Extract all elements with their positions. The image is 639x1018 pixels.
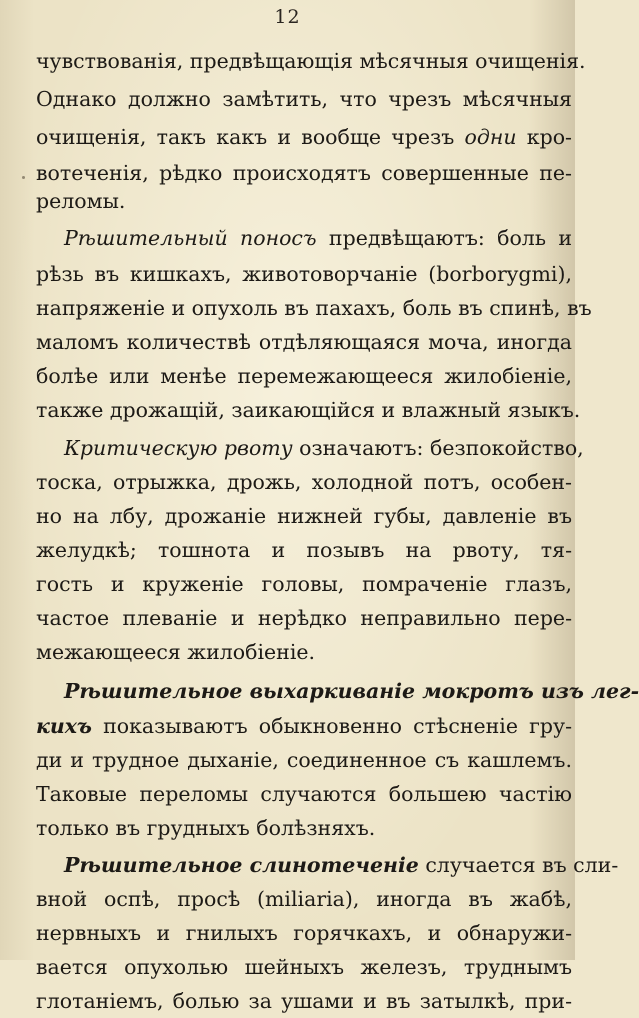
text-line — [36, 811, 572, 845]
text-run: предвѣщаютъ: боль и — [316, 226, 572, 250]
text-line — [36, 533, 572, 567]
text-run: гость и круженіе головы, помраченіе глазъ, — [36, 572, 572, 596]
text-line — [36, 44, 586, 78]
text-line — [36, 82, 572, 116]
text-line — [64, 221, 572, 255]
text-line — [64, 674, 639, 708]
paper-speck — [22, 176, 25, 179]
text-run: рѣзь въ кишкахъ, животоворчаніе (borborygmi), — [36, 262, 572, 286]
text-line — [36, 257, 572, 291]
text-run: очищенія, такъ какъ и вообще чрезъ — [36, 125, 465, 149]
text-line — [36, 393, 581, 427]
text-line — [36, 291, 592, 325]
text-line — [64, 431, 584, 465]
emphasized-text: Рѣшительное выхаркиваніе мокротъ изъ лег- — [64, 679, 639, 703]
text-line — [36, 601, 572, 635]
text-run: но на лбу, дрожаніе нижней губы, давленіе въ — [36, 504, 572, 528]
text-line — [36, 950, 572, 984]
text-line — [64, 848, 619, 882]
text-run: вной оспѣ, просѣ (miliaria), иногда въ жабѣ, — [36, 887, 572, 911]
emphasized-text: одни — [464, 125, 517, 149]
text-run: означаютъ: безпокойство, — [292, 436, 584, 460]
text-line — [36, 709, 572, 743]
page-number: 12 — [274, 6, 301, 28]
text-run: ди и трудное дыханіе, соединенное съ кашлемъ. — [36, 748, 572, 772]
text-line — [36, 465, 572, 499]
text-run: реломы. — [36, 189, 126, 213]
text-run: также дрожащій, заикающійся и влажный языкъ. — [36, 398, 581, 422]
text-line — [36, 916, 572, 950]
text-run: межающееся жилобіеніе. — [36, 640, 316, 664]
text-run: Таковые переломы случаются большею частію — [36, 782, 572, 806]
text-line — [36, 325, 572, 359]
text-run: кро- — [516, 125, 572, 149]
text-run: глотаніемъ, болью за ушами и въ затылкѣ, при- — [36, 989, 572, 1013]
text-line — [36, 499, 572, 533]
text-line — [36, 635, 572, 669]
text-run: маломъ количествѣ отдѣляющаяся моча, иногда — [36, 330, 572, 354]
text-run: случается въ сли- — [418, 853, 619, 877]
text-line — [36, 359, 572, 393]
text-line — [36, 882, 572, 916]
text-run: вотеченія, рѣдко происходятъ совершенные пе- — [36, 161, 572, 185]
text-run: нервныхъ и гнилыхъ горячкахъ, и обнаружи- — [36, 921, 572, 945]
text-run: показываютъ обыкновенно стѣсненіе гру- — [91, 714, 572, 738]
emphasized-text: кихъ — [36, 714, 92, 738]
text-line — [36, 743, 572, 777]
emphasized-text: Рѣшительное слинотеченіе — [64, 853, 419, 877]
text-run: частое плеваніе и нерѣдко неправильно пере- — [36, 606, 572, 630]
emphasized-text: Критическую рвоту — [64, 436, 293, 460]
text-run: вается опухолью шейныхъ железъ, труднымъ — [36, 955, 572, 979]
text-line — [36, 567, 572, 601]
text-run: только въ грудныхъ болѣзняхъ. — [36, 816, 376, 840]
text-run: желудкѣ; тошнота и позывъ на рвоту, тя- — [36, 538, 572, 562]
emphasized-text: Рѣшительный поносъ — [64, 226, 317, 250]
text-run: болѣе или менѣе перемежающееся жилобіеніе, — [36, 364, 572, 388]
text-line — [36, 984, 572, 1018]
text-run: Однако должно замѣтить, что чрезъ мѣсячныя — [36, 87, 572, 111]
text-run: тоска, отрыжка, дрожь, холодной потъ, особен- — [36, 470, 572, 494]
text-run: напряженіе и опухоль въ пахахъ, боль въ спинѣ, въ — [36, 296, 592, 320]
text-run: чувствованія, предвѣщающія мѣсячныя очищенія. — [36, 49, 586, 73]
text-line — [36, 120, 572, 154]
text-line — [36, 777, 572, 811]
text-line — [36, 184, 572, 218]
